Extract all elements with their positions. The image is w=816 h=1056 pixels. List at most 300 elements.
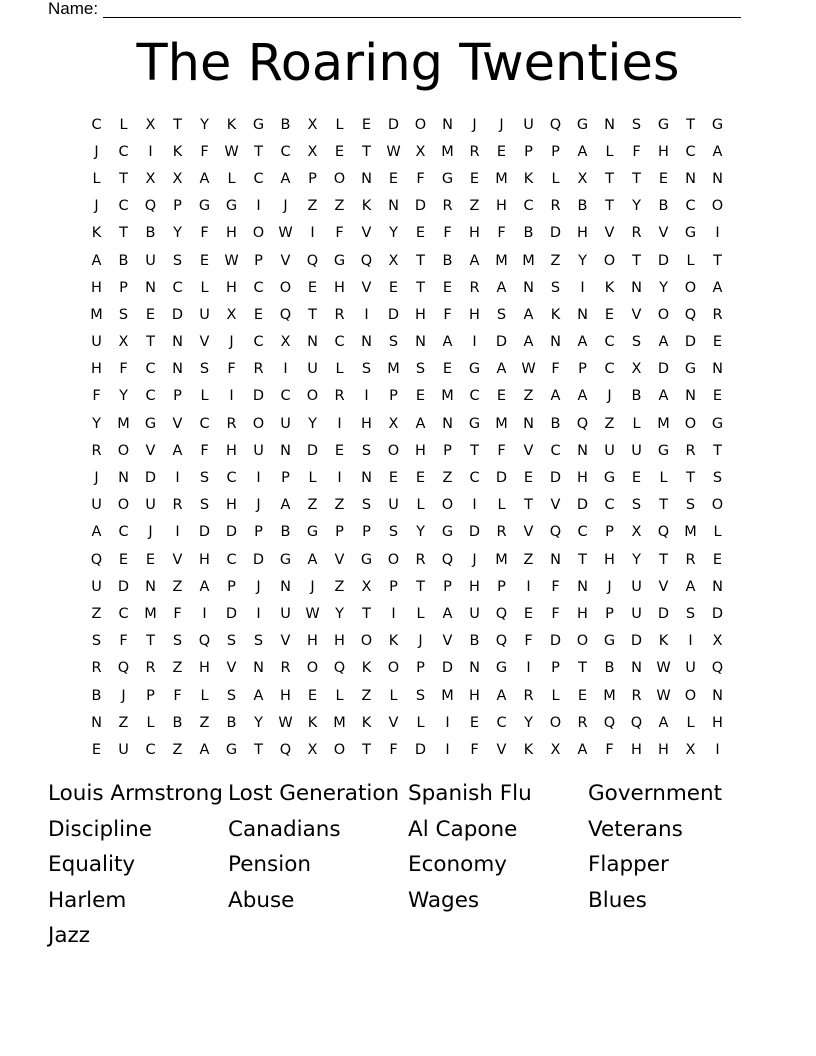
grid-letter[interactable]: U (685, 660, 696, 677)
grid-letter[interactable]: P (389, 578, 398, 595)
grid-letter[interactable]: M (603, 687, 616, 704)
grid-letter[interactable]: Z (334, 198, 345, 215)
grid-letter[interactable]: P (119, 279, 128, 296)
grid-letter[interactable]: I (337, 415, 342, 432)
grid-letter[interactable]: A (199, 578, 210, 595)
grid-letter[interactable]: L (497, 497, 506, 514)
grid-letter[interactable]: R (442, 198, 453, 215)
grid-letter[interactable]: L (200, 687, 209, 704)
grid-letter[interactable]: A (91, 252, 102, 269)
grid-letter[interactable]: G (333, 252, 346, 269)
grid-letter[interactable]: S (199, 470, 210, 487)
grid-letter[interactable]: V (172, 551, 183, 568)
grid-letter[interactable]: X (388, 415, 399, 432)
grid-letter[interactable]: A (577, 143, 588, 160)
grid-letter[interactable]: D (495, 470, 508, 487)
grid-letter[interactable]: S (199, 361, 210, 378)
grid-letter[interactable]: E (442, 361, 453, 378)
grid-letter[interactable]: N (631, 279, 642, 296)
grid-letter[interactable]: O (252, 415, 265, 432)
grid-letter[interactable]: P (227, 578, 236, 595)
grid-letter[interactable]: E (577, 687, 588, 704)
grid-letter[interactable]: X (685, 741, 696, 758)
grid-letter[interactable]: A (658, 334, 669, 351)
grid-letter[interactable]: W (656, 660, 671, 677)
grid-letter[interactable]: M (684, 524, 697, 541)
grid-letter[interactable]: Z (523, 388, 534, 405)
grid-letter[interactable]: T (119, 225, 128, 242)
grid-letter[interactable]: S (415, 687, 426, 704)
grid-letter[interactable]: C (685, 198, 696, 215)
grid-letter[interactable]: T (146, 633, 155, 650)
grid-letter[interactable]: C (604, 334, 615, 351)
grid-letter[interactable]: Q (630, 714, 643, 731)
grid-letter[interactable]: K (226, 116, 237, 133)
grid-letter[interactable]: C (469, 470, 480, 487)
grid-letter[interactable]: A (172, 442, 183, 459)
grid-letter[interactable]: U (523, 116, 534, 133)
grid-letter[interactable]: R (91, 442, 102, 459)
grid-letter[interactable]: E (712, 551, 723, 568)
grid-letter[interactable]: D (549, 225, 562, 242)
grid-letter[interactable]: T (524, 497, 533, 514)
grid-letter[interactable]: D (225, 605, 238, 622)
grid-letter[interactable]: B (577, 198, 588, 215)
grid-letter[interactable]: T (632, 252, 641, 269)
grid-letter[interactable]: B (523, 225, 534, 242)
grid-letter[interactable]: N (550, 334, 561, 351)
grid-letter[interactable]: O (441, 497, 454, 514)
grid-letter[interactable]: L (335, 687, 344, 704)
grid-letter[interactable]: S (685, 497, 696, 514)
grid-letter[interactable]: F (443, 306, 452, 323)
grid-letter[interactable]: N (469, 660, 480, 677)
grid-letter[interactable]: K (361, 714, 372, 731)
grid-letter[interactable]: K (361, 198, 372, 215)
grid-letter[interactable]: N (307, 334, 318, 351)
grid-letter[interactable]: E (415, 470, 426, 487)
grid-letter[interactable]: D (711, 605, 724, 622)
grid-letter[interactable]: R (469, 279, 480, 296)
grid-letter[interactable]: M (144, 605, 157, 622)
grid-letter[interactable]: S (712, 470, 723, 487)
grid-letter[interactable]: E (145, 551, 156, 568)
grid-letter[interactable]: X (631, 361, 642, 378)
grid-letter[interactable]: G (468, 361, 481, 378)
grid-letter[interactable]: K (388, 633, 399, 650)
grid-letter[interactable]: Z (199, 714, 210, 731)
grid-letter[interactable]: N (145, 578, 156, 595)
grid-letter[interactable]: H (91, 361, 102, 378)
grid-letter[interactable]: C (199, 415, 210, 432)
grid-letter[interactable]: Q (549, 524, 562, 541)
grid-letter[interactable]: T (686, 470, 695, 487)
grid-letter[interactable]: C (550, 442, 561, 459)
grid-letter[interactable]: I (472, 497, 477, 514)
grid-letter[interactable]: Q (684, 306, 697, 323)
grid-letter[interactable]: H (604, 551, 615, 568)
grid-letter[interactable]: C (172, 279, 183, 296)
grid-letter[interactable]: B (442, 252, 453, 269)
grid-letter[interactable]: R (334, 306, 345, 323)
grid-letter[interactable]: Q (495, 633, 508, 650)
grid-letter[interactable]: E (334, 442, 345, 459)
grid-letter[interactable]: N (550, 551, 561, 568)
grid-letter[interactable]: R (415, 551, 426, 568)
name-field[interactable] (48, 0, 741, 18)
grid-letter[interactable]: J (310, 578, 315, 595)
grid-letter[interactable]: A (496, 687, 507, 704)
grid-letter[interactable]: Q (117, 660, 130, 677)
grid-letter[interactable]: J (607, 578, 612, 595)
grid-letter[interactable]: S (172, 252, 183, 269)
grid-letter[interactable]: I (391, 605, 396, 622)
grid-letter[interactable]: I (175, 470, 180, 487)
grid-letter[interactable]: D (414, 198, 427, 215)
grid-letter[interactable]: G (657, 116, 670, 133)
grid-letter[interactable]: E (199, 252, 210, 269)
grid-letter[interactable]: L (200, 388, 209, 405)
grid-letter[interactable]: D (468, 524, 481, 541)
grid-letter[interactable]: M (657, 415, 670, 432)
grid-letter[interactable]: L (308, 470, 317, 487)
grid-letter[interactable]: X (307, 741, 318, 758)
grid-letter[interactable]: U (253, 442, 264, 459)
grid-letter[interactable]: L (686, 252, 695, 269)
grid-letter[interactable]: G (603, 633, 616, 650)
grid-letter[interactable]: N (685, 170, 696, 187)
grid-letter[interactable]: O (387, 442, 400, 459)
grid-letter[interactable]: Y (659, 279, 668, 296)
grid-letter[interactable]: M (495, 170, 508, 187)
grid-letter[interactable]: J (607, 388, 612, 405)
grid-letter[interactable]: E (442, 279, 453, 296)
grid-letter[interactable]: Q (549, 116, 562, 133)
grid-letter[interactable]: Y (632, 551, 641, 568)
grid-letter[interactable]: A (496, 279, 507, 296)
grid-letter[interactable]: N (712, 578, 723, 595)
grid-letter[interactable]: O (576, 633, 589, 650)
grid-letter[interactable]: I (148, 143, 153, 160)
grid-letter[interactable]: Y (335, 605, 344, 622)
grid-letter[interactable]: P (524, 143, 533, 160)
grid-letter[interactable]: D (252, 388, 265, 405)
grid-letter[interactable]: C (685, 143, 696, 160)
grid-letter[interactable]: T (713, 252, 722, 269)
grid-letter[interactable]: J (148, 524, 153, 541)
grid-letter[interactable]: U (280, 605, 291, 622)
grid-letter[interactable]: F (173, 687, 182, 704)
grid-letter[interactable]: F (92, 388, 101, 405)
grid-letter[interactable]: U (199, 306, 210, 323)
grid-letter[interactable]: O (684, 415, 697, 432)
grid-letter[interactable]: C (604, 497, 615, 514)
grid-letter[interactable]: Z (442, 470, 453, 487)
grid-letter[interactable]: F (200, 143, 209, 160)
grid-letter[interactable]: H (577, 470, 588, 487)
grid-letter[interactable]: A (712, 143, 723, 160)
grid-letter[interactable]: Y (254, 714, 263, 731)
grid-letter[interactable]: K (523, 170, 534, 187)
grid-letter[interactable]: L (389, 687, 398, 704)
grid-letter[interactable]: O (306, 660, 319, 677)
grid-letter[interactable]: Z (469, 198, 480, 215)
grid-letter[interactable]: V (361, 279, 372, 296)
grid-letter[interactable]: R (172, 497, 183, 514)
grid-letter[interactable]: T (416, 279, 425, 296)
grid-letter[interactable]: N (442, 116, 453, 133)
grid-letter[interactable]: H (226, 225, 237, 242)
grid-letter[interactable]: O (252, 225, 265, 242)
grid-letter[interactable]: Y (308, 415, 317, 432)
grid-letter[interactable]: H (91, 279, 102, 296)
grid-letter[interactable]: V (631, 306, 642, 323)
grid-letter[interactable]: T (659, 551, 668, 568)
grid-letter[interactable]: Y (632, 198, 641, 215)
grid-letter[interactable]: M (495, 551, 508, 568)
grid-letter[interactable]: W (278, 225, 293, 242)
grid-letter[interactable]: D (495, 334, 508, 351)
grid-letter[interactable]: N (604, 116, 615, 133)
grid-letter[interactable]: C (280, 143, 291, 160)
grid-letter[interactable]: L (416, 605, 425, 622)
grid-letter[interactable]: F (173, 605, 182, 622)
grid-letter[interactable]: A (685, 578, 696, 595)
grid-letter[interactable]: V (550, 497, 561, 514)
grid-letter[interactable]: S (226, 687, 237, 704)
grid-letter[interactable]: P (497, 578, 506, 595)
grid-letter[interactable]: D (630, 633, 643, 650)
grid-letter[interactable]: P (173, 198, 182, 215)
grid-letter[interactable]: J (256, 497, 261, 514)
grid-letter[interactable]: C (118, 198, 129, 215)
grid-letter[interactable]: Q (576, 415, 589, 432)
grid-letter[interactable]: B (550, 415, 561, 432)
grid-letter[interactable]: Q (360, 252, 373, 269)
grid-letter[interactable]: G (441, 524, 454, 541)
grid-letter[interactable]: G (495, 660, 508, 677)
grid-letter[interactable]: E (523, 470, 534, 487)
grid-letter[interactable]: T (254, 143, 263, 160)
grid-letter[interactable]: A (523, 306, 534, 323)
grid-letter[interactable]: N (523, 279, 534, 296)
grid-letter[interactable]: B (172, 714, 183, 731)
grid-letter[interactable]: L (335, 116, 344, 133)
grid-letter[interactable]: S (172, 633, 183, 650)
grid-letter[interactable]: S (631, 334, 642, 351)
grid-letter[interactable]: F (200, 442, 209, 459)
grid-letter[interactable]: H (469, 578, 480, 595)
grid-letter[interactable]: N (442, 415, 453, 432)
grid-letter[interactable]: F (497, 225, 506, 242)
grid-letter[interactable]: O (414, 116, 427, 133)
grid-letter[interactable]: G (657, 442, 670, 459)
grid-letter[interactable]: R (226, 415, 237, 432)
grid-letter[interactable]: N (91, 714, 102, 731)
grid-letter[interactable]: P (308, 170, 317, 187)
grid-letter[interactable]: S (415, 361, 426, 378)
grid-letter[interactable]: D (171, 306, 184, 323)
grid-letter[interactable]: H (415, 442, 426, 459)
grid-letter[interactable]: F (200, 225, 209, 242)
grid-letter[interactable]: D (576, 497, 589, 514)
grid-letter[interactable]: R (145, 660, 156, 677)
grid-letter[interactable]: T (713, 442, 722, 459)
grid-letter[interactable]: H (361, 415, 372, 432)
grid-letter[interactable]: L (200, 279, 209, 296)
grid-letter[interactable]: A (415, 415, 426, 432)
grid-letter[interactable]: I (715, 225, 720, 242)
grid-letter[interactable]: V (280, 252, 291, 269)
grid-letter[interactable]: N (523, 415, 534, 432)
grid-letter[interactable]: S (199, 497, 210, 514)
grid-letter[interactable]: U (307, 361, 318, 378)
grid-letter[interactable]: Q (198, 633, 211, 650)
grid-letter[interactable]: Q (441, 551, 454, 568)
grid-letter[interactable]: P (416, 660, 425, 677)
grid-letter[interactable]: R (253, 361, 264, 378)
grid-letter[interactable]: W (278, 714, 293, 731)
grid-letter[interactable]: M (441, 388, 454, 405)
grid-letter[interactable]: V (604, 225, 615, 242)
grid-letter[interactable]: O (387, 551, 400, 568)
grid-letter[interactable]: D (144, 470, 157, 487)
grid-letter[interactable]: L (92, 170, 101, 187)
grid-letter[interactable]: L (686, 714, 695, 731)
grid-letter[interactable]: J (283, 198, 288, 215)
grid-letter[interactable]: H (469, 225, 480, 242)
grid-letter[interactable]: U (91, 578, 102, 595)
grid-letter[interactable]: N (388, 198, 399, 215)
grid-letter[interactable]: A (280, 170, 291, 187)
grid-letter[interactable]: U (388, 497, 399, 514)
grid-letter[interactable]: J (94, 470, 99, 487)
grid-letter[interactable]: A (658, 714, 669, 731)
grid-letter[interactable]: L (146, 714, 155, 731)
grid-letter[interactable]: C (496, 714, 507, 731)
grid-letter[interactable]: C (145, 361, 156, 378)
grid-letter[interactable]: T (362, 741, 371, 758)
grid-letter[interactable]: A (442, 334, 453, 351)
grid-letter[interactable]: I (310, 225, 315, 242)
grid-letter[interactable]: I (256, 470, 261, 487)
grid-letter[interactable]: D (657, 361, 670, 378)
grid-letter[interactable]: L (119, 116, 128, 133)
grid-letter[interactable]: G (711, 116, 724, 133)
grid-letter[interactable]: M (90, 306, 103, 323)
grid-letter[interactable]: C (523, 198, 534, 215)
grid-letter[interactable]: L (659, 470, 668, 487)
grid-letter[interactable]: A (253, 687, 264, 704)
grid-letter[interactable]: P (335, 524, 344, 541)
grid-letter[interactable]: N (415, 334, 426, 351)
grid-letter[interactable]: K (658, 633, 669, 650)
grid-letter[interactable]: S (496, 306, 507, 323)
grid-letter[interactable]: P (146, 687, 155, 704)
grid-letter[interactable]: I (526, 660, 531, 677)
grid-letter[interactable]: U (631, 578, 642, 595)
grid-letter[interactable]: R (685, 551, 696, 568)
grid-letter[interactable]: X (118, 334, 129, 351)
grid-letter[interactable]: G (468, 415, 481, 432)
grid-letter[interactable]: I (283, 361, 288, 378)
grid-letter[interactable]: D (657, 252, 670, 269)
grid-letter[interactable]: O (333, 170, 346, 187)
grid-letter[interactable]: C (334, 334, 345, 351)
grid-letter[interactable]: U (145, 252, 156, 269)
grid-letter[interactable]: Y (389, 225, 398, 242)
grid-letter[interactable]: I (688, 633, 693, 650)
grid-letter[interactable]: E (307, 687, 318, 704)
grid-letter[interactable]: N (712, 361, 723, 378)
grid-letter[interactable]: I (526, 578, 531, 595)
grid-letter[interactable]: V (523, 442, 534, 459)
grid-letter[interactable]: O (684, 279, 697, 296)
grid-letter[interactable]: I (715, 741, 720, 758)
grid-letter[interactable]: G (225, 741, 238, 758)
grid-letter[interactable]: O (711, 198, 724, 215)
grid-letter[interactable]: W (656, 687, 671, 704)
grid-letter[interactable]: D (117, 578, 130, 595)
grid-letter[interactable]: C (577, 524, 588, 541)
grid-letter[interactable]: O (603, 252, 616, 269)
grid-letter[interactable]: H (577, 225, 588, 242)
grid-letter[interactable]: D (414, 741, 427, 758)
grid-letter[interactable]: I (445, 714, 450, 731)
grid-letter[interactable]: K (91, 225, 102, 242)
grid-letter[interactable]: A (280, 497, 291, 514)
grid-letter[interactable]: H (280, 687, 291, 704)
grid-letter[interactable]: M (441, 687, 454, 704)
grid-letter[interactable]: N (712, 170, 723, 187)
grid-letter[interactable]: H (496, 198, 507, 215)
grid-letter[interactable]: I (175, 524, 180, 541)
grid-letter[interactable]: I (337, 470, 342, 487)
grid-letter[interactable]: B (145, 225, 156, 242)
grid-letter[interactable]: H (469, 687, 480, 704)
grid-letter[interactable]: C (280, 388, 291, 405)
grid-letter[interactable]: P (605, 605, 614, 622)
grid-letter[interactable]: O (684, 687, 697, 704)
grid-letter[interactable]: E (469, 714, 480, 731)
grid-letter[interactable]: Q (144, 198, 157, 215)
grid-letter[interactable]: U (469, 605, 480, 622)
grid-letter[interactable]: A (442, 605, 453, 622)
grid-letter[interactable]: L (416, 497, 425, 514)
grid-letter[interactable]: Q (603, 714, 616, 731)
grid-letter[interactable]: X (712, 633, 723, 650)
grid-letter[interactable]: H (334, 633, 345, 650)
grid-letter[interactable]: Z (91, 605, 102, 622)
grid-letter[interactable]: N (280, 442, 291, 459)
grid-letter[interactable]: V (523, 524, 534, 541)
grid-letter[interactable]: X (307, 143, 318, 160)
grid-letter[interactable]: F (119, 633, 128, 650)
grid-letter[interactable]: E (334, 143, 345, 160)
grid-letter[interactable]: N (172, 334, 183, 351)
grid-letter[interactable]: U (91, 334, 102, 351)
grid-letter[interactable]: B (631, 388, 642, 405)
grid-letter[interactable]: V (334, 551, 345, 568)
grid-letter[interactable]: T (605, 198, 614, 215)
grid-letter[interactable]: X (307, 116, 318, 133)
grid-letter[interactable]: X (172, 170, 183, 187)
grid-letter[interactable]: U (145, 497, 156, 514)
grid-letter[interactable]: X (361, 578, 372, 595)
grid-letter[interactable]: F (335, 225, 344, 242)
grid-letter[interactable]: M (387, 361, 400, 378)
grid-letter[interactable]: X (577, 170, 588, 187)
